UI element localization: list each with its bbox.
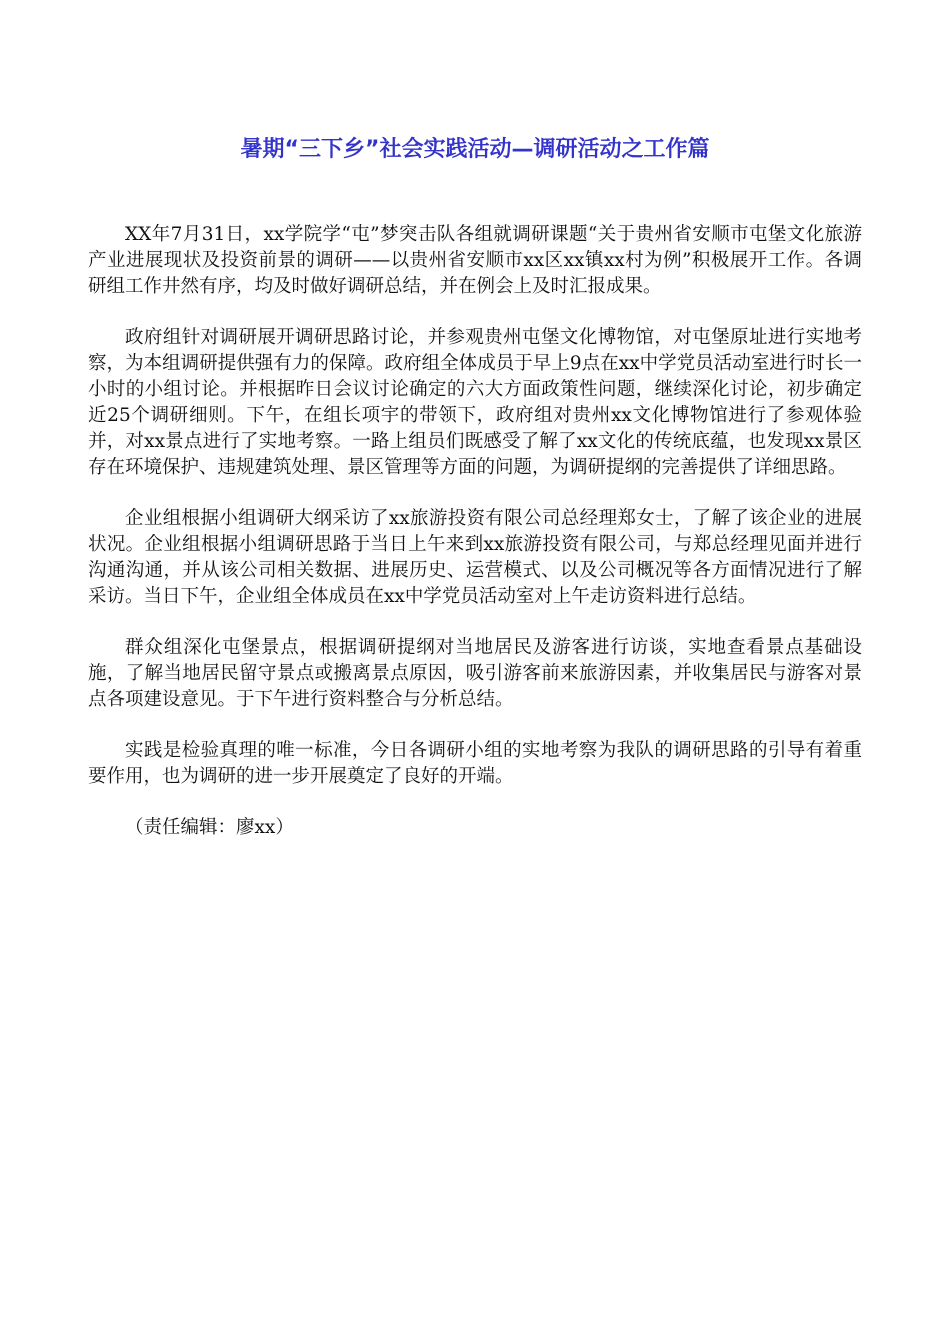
paragraph-conclusion: 实践是检验真理的唯一标准，今日各调研小组的实地考察为我队的调研思路的引导有着重要作用，也为调研的进一步开展奠定了良好的开端。 (88, 740, 862, 787)
document-body (88, 222, 862, 841)
paragraph-government-group: 政府组针对调研展开调研思路讨论，并参观贵州屯堡文化博物馆，对屯堡原址进行实地考察，为本组调研提供强有力的保障。政府组全体成员于早上9点在xx中学党员活动室进行时长一小时的小组讨论。并根据昨日会议讨论确定的六大方面政策性问题，继续深化讨论，初步确定近25个调研细则。下午，在组长项宇的带领下，政府组对贵州xx文化博物馆进行了参观体验并，对xx景点进行了实地考察。一路上组员们既感受了解了xx文化的传统底蕴，也发现xx景区存在环境保护、违规建筑处理、景区管理等方面的问题，为调研提纲的完善提供了详细思路。 (88, 327, 862, 478)
paragraph-intro: XX年7月31日，xx学院学“屯”梦突击队各组就调研课题“关于贵州省安顺市屯堡文化旅游产业进展现状及投资前景的调研——以贵州省安顺市xx区xx镇xx村为例”积极展开工作。各调研组工作井然有序，均及时做好调研总结，并在例会上及时汇报成果。 (88, 224, 862, 297)
paragraph-enterprise-group: 企业组根据小组调研大纲采访了xx旅游投资有限公司总经理郑女士，了解了该企业的进展状况。企业组根据小组调研思路于当日上午来到xx旅游投资有限公司，与郑总经理见面并进行沟通沟通，并从该公司相关数据、进展历史、运营模式、以及公司概况等各方面情况进行了解采访。当日下午，企业组全体成员在xx中学党员活动室对上午走访资料进行总结。 (88, 508, 862, 607)
editor-credit: （责任编辑：廖xx） (125, 817, 294, 838)
paragraph-public-group: 群众组深化屯堡景点，根据调研提纲对当地居民及游客进行访谈，实地查看景点基础设施，了解当地居民留守景点或搬离景点原因，吸引游客前来旅游因素，并收集居民与游客对景点各项建设意见。于下午进行资料整合与分析总结。 (88, 637, 862, 710)
document-title: 暑期“三下乡”社会实践活动—调研活动之工作篇 (240, 137, 710, 162)
